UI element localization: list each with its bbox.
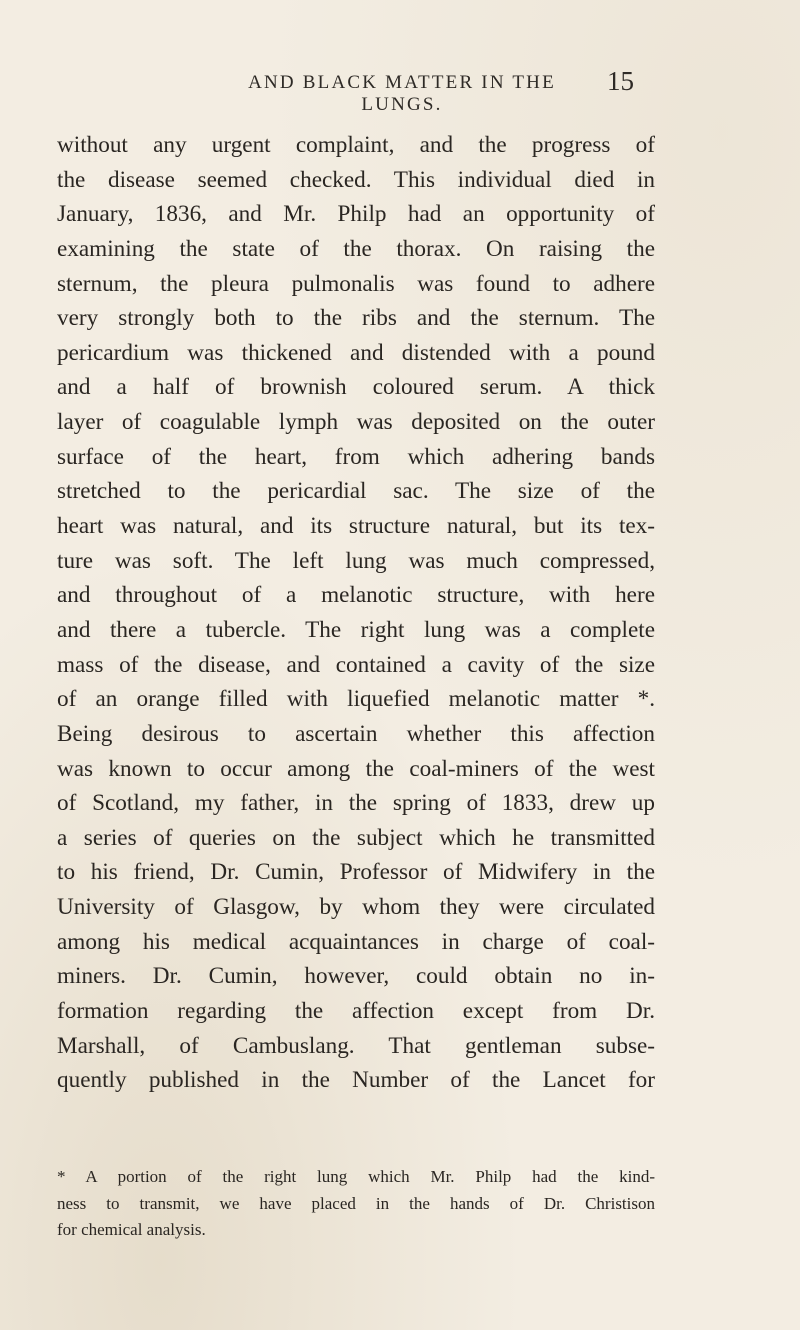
text-line: surface of the heart, from which adhering bands (57, 443, 655, 470)
text-line: and a half of brownish coloured serum. A thick (57, 374, 655, 401)
text-line: University of Glasgow, by whom they were circulated (57, 894, 655, 921)
body-text (57, 128, 655, 1098)
text-line: to his friend, Dr. Cumin, Professor of Midwifery in the (57, 859, 655, 886)
text-line: quently published in the Number of the Lancet for (57, 1067, 655, 1094)
text-line: sternum, the pleura pulmonalis was found to adhere (57, 270, 655, 297)
text-line: and throughout of a melanotic structure, with here (57, 582, 655, 609)
text-line: stretched to the pericardial sac. The size of the (57, 478, 655, 505)
text-line: formation regarding the affection except from Dr. (57, 998, 655, 1025)
text-line: Being desirous to ascertain whether this affection (57, 720, 655, 747)
text-line: examining the state of the thorax. On raising the (57, 235, 655, 262)
text-line: and there a tubercle. The right lung was a complete (57, 616, 655, 643)
page-number: 15 (607, 66, 634, 96)
text-line: very strongly both to the ribs and the sternum. The (57, 305, 655, 332)
text-line: was known to occur among the coal-miners of the west (57, 755, 655, 782)
text-line: a series of queries on the subject which he transmitted (57, 824, 655, 851)
footnote-line: ness to transmit, we have placed in the hands of Dr. Christison (57, 1193, 655, 1213)
text-line: miners. Dr. Cumin, however, could obtain no in- (57, 963, 655, 990)
text-line: January, 1836, and Mr. Philp had an opportunity of (57, 201, 655, 228)
text-line: of an orange filled with liquefied melanotic matter *. (57, 686, 655, 713)
text-line: heart was natural, and its structure natural, but its tex- (57, 513, 655, 540)
text-line: layer of coagulable lymph was deposited on the outer (57, 409, 655, 436)
text-line: Marshall, of Cambuslang. That gentleman subse- (57, 1032, 655, 1059)
footnote-line: for chemical analysis. (57, 1220, 206, 1239)
text-line: ture was soft. The left lung was much compressed, (57, 547, 655, 574)
running-head: AND BLACK MATTER IN THE LUNGS. (248, 72, 556, 115)
text-line: the disease seemed checked. This individual died in (57, 166, 655, 193)
footnote-line: * A portion of the right lung which Mr. Philp had the kind- (57, 1167, 655, 1186)
text-line: of Scotland, my father, in the spring of 1833, drew up (57, 790, 655, 817)
text-line: among his medical acquaintances in charge of coal- (57, 928, 655, 955)
text-line: mass of the disease, and contained a cavity of the size (57, 651, 655, 678)
footnote (57, 1164, 655, 1244)
text-line: without any urgent complaint, and the progress of (57, 132, 655, 158)
text-line: pericardium was thickened and distended with a pound (57, 339, 655, 366)
